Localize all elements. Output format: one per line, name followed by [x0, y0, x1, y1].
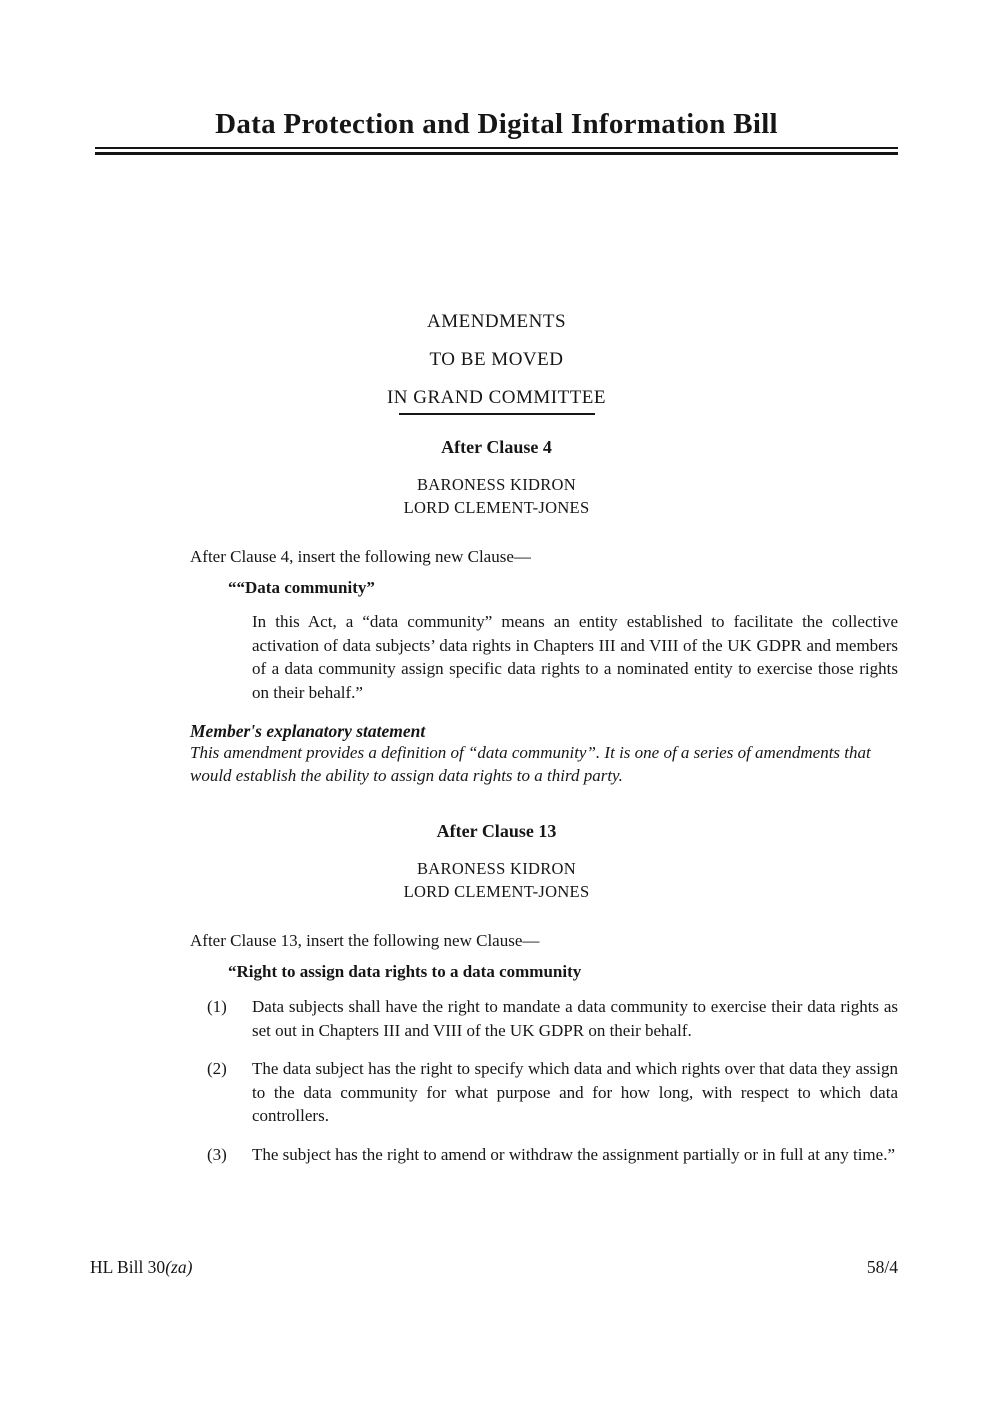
sponsor-list: [95, 474, 898, 519]
bill-reference-number: HL Bill 30: [90, 1257, 166, 1277]
bill-reference: [90, 1256, 192, 1279]
document-content: [0, 106, 991, 1166]
subsection-text: The data subject has the right to specify which data and which rights over that data they assign to the data community for what purpose and for how long, with respect to which data controllers.: [252, 1059, 898, 1125]
preamble: [95, 310, 898, 415]
clause-heading: After Clause 4: [441, 437, 552, 457]
clause-body-text: In this Act, a “data community” means an entity established to facilitate the collective activation of data subjects’ data rights in Chapters III and VIII of the UK GDPR and members of a data community assign specific data rights to a nominated entity to exercise those rights on their behalf.”: [252, 612, 898, 702]
page-footer: [90, 1256, 898, 1279]
explanatory-statement-label: Member's explanatory statement: [190, 721, 426, 741]
preamble-rule: [399, 413, 595, 415]
new-clause-title: ““Data community”: [228, 578, 375, 597]
sponsor-list: [95, 858, 898, 903]
amendment-after-clause-4: [95, 435, 898, 787]
clause-heading: After Clause 13: [436, 821, 557, 841]
explanatory-statement: [190, 720, 898, 787]
preamble-line-committee: IN GRAND COMMITTEE: [386, 387, 607, 408]
subsection-number: (3): [207, 1144, 227, 1164]
clause-subsection: [190, 995, 898, 1042]
sponsor-name: LORD CLEMENT-JONES: [403, 497, 590, 517]
subsection-number: (1): [207, 997, 227, 1016]
sponsor-name: BARONESS KIDRON: [417, 859, 576, 878]
subsection-number: (2): [207, 1059, 227, 1078]
subsection-text: The subject has the right to amend or withdraw the assignment partially or in full at any time.”: [252, 1144, 895, 1164]
explanatory-statement-text: This amendment provides a definition of “data community”. It is one of a series of amendments that would establish the ability to assign data rights to a third party.: [190, 743, 871, 785]
title-double-rule: [95, 147, 898, 155]
amendment-instruction: After Clause 4, insert the following new Clause—: [190, 547, 531, 566]
clause-subsection: [190, 1057, 898, 1128]
preamble-line-to-be-moved: TO BE MOVED: [429, 349, 564, 370]
sponsor-name: LORD CLEMENT-JONES: [403, 881, 590, 901]
new-clause-title: “Right to assign data rights to a data community: [228, 962, 582, 981]
sponsor-name: BARONESS KIDRON: [417, 475, 576, 494]
clause-subsection-list: [190, 995, 898, 1166]
preamble-line-amendments: AMENDMENTS: [426, 311, 567, 332]
clause-subsection: [190, 1143, 898, 1167]
bill-reference-suffix: (za): [165, 1257, 193, 1277]
page-title: Data Protection and Digital Information Bill: [215, 108, 778, 140]
amendment-after-clause-13: [95, 819, 898, 1166]
subsection-text: Data subjects shall have the right to mandate a data community to exercise their data rights as set out in Chapters III and VIII of the UK GDPR on their behalf.: [252, 997, 898, 1040]
sheet-reference: 58/4: [866, 1257, 898, 1277]
amendment-instruction: After Clause 13, insert the following new Clause—: [190, 931, 540, 950]
